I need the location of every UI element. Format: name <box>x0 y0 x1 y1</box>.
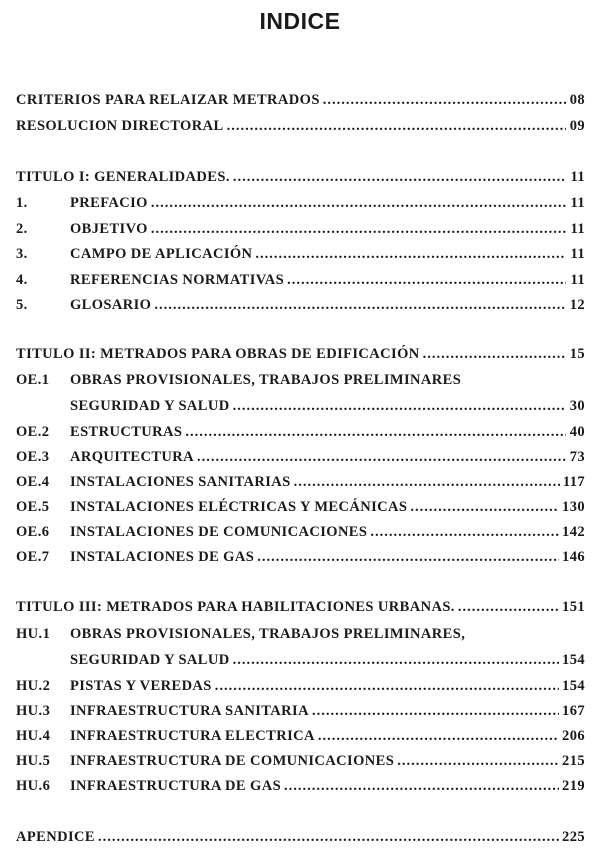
dot-leader <box>410 499 559 516</box>
dot-leader <box>197 449 566 466</box>
dot-leader <box>233 398 566 415</box>
toc-section-titulo-3 <box>16 599 585 616</box>
dot-leader <box>312 703 559 720</box>
dot-leader <box>397 753 559 770</box>
toc-entry-label: OBRAS PROVISIONALES, TRABAJOS PRELIMINARES <box>70 372 462 388</box>
dot-leader <box>323 92 566 109</box>
toc-entry-hu5 <box>16 753 585 770</box>
toc-entry-label: TITULO I: GENERALIDADES. <box>16 169 230 185</box>
toc-entry-hu1 <box>16 626 585 643</box>
toc-entry-hu4 <box>16 728 585 745</box>
dot-leader <box>233 169 566 186</box>
toc-entry-label: REFERENCIAS NORMATIVAS <box>70 272 285 288</box>
toc-entry-page: 167 <box>562 703 585 719</box>
toc-entry-number: 5. <box>16 297 28 313</box>
toc-entry-hu1-cont <box>16 652 585 669</box>
toc-entry-number: OE.1 <box>16 372 50 388</box>
toc-entry-page: 08 <box>569 92 585 108</box>
dot-leader <box>370 524 559 541</box>
toc-entry-page: 219 <box>562 778 585 794</box>
toc-entry-label: INSTALACIONES ELÉCTRICAS Y MECÁNICAS <box>70 499 408 515</box>
toc-entry-label: INFRAESTRUCTURA DE COMUNICACIONES <box>70 753 395 769</box>
toc-entry-number: 3. <box>16 246 28 262</box>
toc-entry-label: INSTALACIONES SANITARIAS <box>70 474 291 490</box>
toc-entry-label: INSTALACIONES DE COMUNICACIONES <box>70 524 368 540</box>
toc-entry-page: 11 <box>570 169 585 185</box>
toc-entry-number: OE.6 <box>16 524 50 540</box>
toc-entry-prefacio <box>16 195 585 212</box>
toc-entry-page: 11 <box>570 195 585 211</box>
dot-leader <box>151 195 566 212</box>
toc-entry-number: HU.6 <box>16 778 51 794</box>
toc-entry-label: TITULO II: METRADOS PARA OBRAS DE EDIFICACIÓN <box>16 346 420 362</box>
dot-leader <box>98 829 559 846</box>
toc-entry-label: OBJETIVO <box>70 221 148 237</box>
toc-entry-label: INFRAESTRUCTURA DE GAS <box>70 778 282 794</box>
toc-entry-page: 117 <box>562 474 585 490</box>
toc-entry-page: 151 <box>562 599 585 615</box>
toc-entry-criterios <box>16 92 585 109</box>
toc-entry-oe2 <box>16 424 585 441</box>
toc-entry-number: HU.1 <box>16 626 51 642</box>
toc-entry-page: 146 <box>562 549 585 565</box>
toc-entry-page: 154 <box>562 678 585 694</box>
toc-entry-number: OE.3 <box>16 449 50 465</box>
dot-leader <box>227 118 566 135</box>
toc-entry-page: 09 <box>569 118 585 134</box>
toc-entry-objetivo <box>16 221 585 238</box>
dot-leader <box>233 652 559 669</box>
toc-section-titulo-2 <box>16 346 585 363</box>
toc-entry-oe6 <box>16 524 585 541</box>
toc-entry-referencias <box>16 272 585 289</box>
toc-entry-page: 12 <box>569 297 585 313</box>
toc-entry-page: 154 <box>562 652 585 668</box>
dot-leader <box>151 221 566 238</box>
dot-leader <box>423 346 566 363</box>
toc-entry-label: INFRAESTRUCTURA ELECTRICA <box>70 728 315 744</box>
toc-entry-number: HU.4 <box>16 728 51 744</box>
toc-entry-label: GLOSARIO <box>70 297 152 313</box>
toc-entry-oe1-cont <box>16 398 585 415</box>
toc-entry-number: 2. <box>16 221 28 237</box>
toc-entry-hu2 <box>16 678 585 695</box>
toc-entry-number: OE.2 <box>16 424 50 440</box>
toc-entry-number: HU.5 <box>16 753 51 769</box>
toc-entry-number: 1. <box>16 195 28 211</box>
toc-entry-hu3 <box>16 703 585 720</box>
toc-entry-page: 206 <box>562 728 585 744</box>
toc-entry-label: OBRAS PROVISIONALES, TRABAJOS PRELIMINARES, <box>70 626 466 642</box>
toc-entry-label: INFRAESTRUCTURA SANITARIA <box>70 703 309 719</box>
toc-entry-hu6 <box>16 778 585 795</box>
toc-entry-label: CRITERIOS PARA RELAIZAR METRADOS <box>16 92 320 108</box>
toc-entry-oe3 <box>16 449 585 466</box>
toc-entry-number: OE.4 <box>16 474 50 490</box>
dot-leader <box>154 297 566 314</box>
toc-entry-page: 11 <box>570 221 585 237</box>
toc-entry-number: OE.7 <box>16 549 50 565</box>
toc-entry-number: OE.5 <box>16 499 50 515</box>
toc-entry-label: CAMPO DE APLICACIÓN <box>70 246 253 262</box>
toc-entry-page: 40 <box>569 424 585 440</box>
toc-entry-page: 30 <box>569 398 585 414</box>
toc-entry-page: 225 <box>562 829 585 845</box>
toc-entry-label: TITULO III: METRADOS PARA HABILITACIONES URBANAS. <box>16 599 455 615</box>
toc-entry-page: 142 <box>562 524 585 540</box>
toc-entry-page: 73 <box>569 449 585 465</box>
toc-entry-label: PREFACIO <box>70 195 148 211</box>
toc-entry-label: ESTRUCTURAS <box>70 424 183 440</box>
toc-entry-number: 4. <box>16 272 28 288</box>
toc-entry-page: 130 <box>562 499 585 515</box>
dot-leader <box>294 474 560 491</box>
dot-leader <box>287 272 566 289</box>
toc-entry-oe5 <box>16 499 585 516</box>
toc-entry-label: SEGURIDAD Y SALUD <box>70 652 230 668</box>
toc-entry-oe4 <box>16 474 585 491</box>
toc-entry-label: RESOLUCION DIRECTORAL <box>16 118 224 134</box>
dot-leader <box>255 246 566 263</box>
toc-entry-number: HU.2 <box>16 678 51 694</box>
toc-entry-page: 11 <box>570 246 585 262</box>
toc-entry-page: 215 <box>562 753 585 769</box>
toc-entry-glosario <box>16 297 585 314</box>
toc-entry-label: ARQUITECTURA <box>70 449 195 465</box>
toc-entry-number: HU.3 <box>16 703 51 719</box>
toc-entry-resolucion <box>16 118 585 135</box>
dot-leader <box>257 549 559 566</box>
toc-entry-oe1 <box>16 372 585 389</box>
dot-leader <box>458 599 559 616</box>
toc-section-titulo-1 <box>16 169 585 186</box>
toc-entry-campo <box>16 246 585 263</box>
toc-entry-page: 11 <box>570 272 585 288</box>
toc-entry-oe7 <box>16 549 585 566</box>
toc-entry-label: INSTALACIONES DE GAS <box>70 549 255 565</box>
dot-leader <box>185 424 566 441</box>
toc-entry-page: 15 <box>569 346 585 362</box>
toc-entry-label: SEGURIDAD Y SALUD <box>70 398 230 414</box>
dot-leader <box>284 778 559 795</box>
dot-leader <box>215 678 559 695</box>
toc-entry-apendice <box>16 829 585 846</box>
toc-entry-label: PISTAS Y VEREDAS <box>70 678 212 694</box>
page-title: INDICE <box>259 8 341 34</box>
toc-entry-label: APENDICE <box>16 829 95 845</box>
dot-leader <box>318 728 559 745</box>
